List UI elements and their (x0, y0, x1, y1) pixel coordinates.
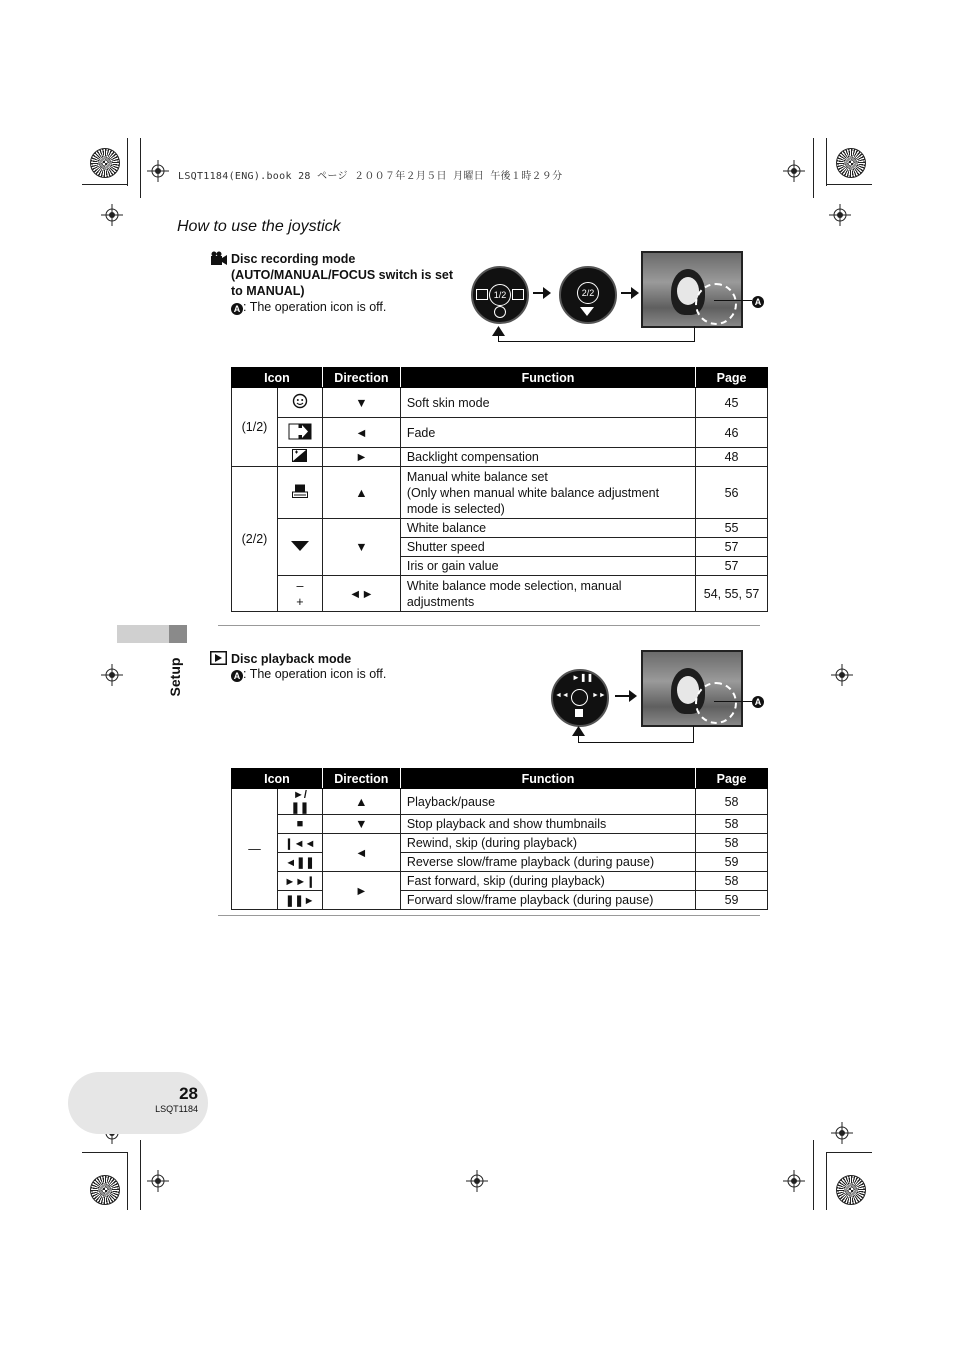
arrow-right-icon (615, 689, 637, 703)
rewind-icon: ◄◄ (555, 692, 569, 699)
page-cell: 59 (696, 891, 768, 910)
group-label: — (232, 789, 278, 910)
soft-skin-icon (277, 388, 322, 418)
group-label: (1/2) (232, 388, 278, 467)
skip-forward-icon: ►►❙ (277, 872, 322, 891)
recording-mode-heading: Disc recording mode (AUTO/MANUAL/FOCUS switch is set to MANUAL) (231, 252, 454, 298)
direction-cell: ▼ (322, 815, 400, 834)
page-cell: 55 (696, 519, 768, 538)
callout-marker: A (231, 670, 243, 682)
fade-icon (476, 289, 488, 300)
preview-photo (641, 650, 743, 727)
table-row (232, 388, 768, 418)
registration-mark-icon (101, 664, 123, 686)
table-row (232, 872, 768, 891)
direction-cell: ► (322, 448, 400, 467)
direction-cell: ► (322, 872, 400, 910)
function-cell: Fade (400, 418, 695, 448)
recording-table (231, 367, 768, 612)
direction-cell: ▼ (322, 388, 400, 418)
table-row (232, 467, 768, 519)
recording-note: A : The operation icon is off. (231, 299, 386, 315)
registration-mark-icon (101, 204, 123, 226)
document-code: LSQT1184 (155, 1104, 198, 1114)
registration-mark-icon (147, 1170, 169, 1192)
function-cell: Stop playback and show thumbnails (400, 815, 695, 834)
camera-mode-icon (210, 251, 228, 272)
divider (218, 915, 760, 916)
backlight-icon (277, 448, 322, 467)
direction-cell: ◄► (322, 576, 400, 612)
registration-mark-icon (466, 1170, 488, 1192)
function-cell: Backlight compensation (400, 448, 695, 467)
star-target-icon (90, 1175, 120, 1205)
col-direction: Direction (322, 368, 400, 388)
file-meta-line: LSQT1184(ENG).book 28 ページ ２００７年２月５日 月曜日 午後１時２９分 (178, 171, 563, 182)
page-cell: 58 (696, 789, 768, 815)
fast-forward-icon: ►► (592, 692, 606, 699)
function-cell: White balance mode selection, manual adjustments (400, 576, 695, 612)
arrow-up-icon (492, 326, 505, 336)
play-pause-icon: ►❚❚ (572, 673, 594, 682)
callout-marker: A (752, 696, 764, 708)
callout-marker: A (752, 296, 764, 308)
direction-cell: ▲ (322, 789, 400, 815)
table-row (232, 891, 768, 910)
registration-mark-icon (783, 160, 805, 182)
col-direction: Direction (322, 769, 400, 789)
page-cell: 57 (696, 557, 768, 576)
col-page: Page (696, 368, 768, 388)
function-cell: Iris or gain value (400, 557, 695, 576)
direction-cell: ▲ (322, 467, 400, 519)
registration-mark-icon (831, 1122, 853, 1144)
direction-cell: ◄ (322, 418, 400, 448)
registration-mark-icon (831, 664, 853, 686)
soft-skin-icon (494, 306, 506, 318)
divider (218, 625, 760, 626)
function-cell: Rewind, skip (during playback) (400, 834, 695, 853)
page-cell: 59 (696, 853, 768, 872)
backlight-icon (512, 289, 524, 300)
group-label: (2/2) (232, 467, 278, 612)
col-page: Page (696, 769, 768, 789)
direction-cell: ▼ (322, 519, 400, 576)
down-triangle-icon (277, 519, 322, 576)
arrow-right-icon (533, 286, 551, 300)
table-row (232, 519, 768, 538)
function-cell: Fast forward, skip (during playback) (400, 872, 695, 891)
play-pause-icon: ►/❚❚ (277, 789, 322, 815)
col-icon: Icon (232, 368, 323, 388)
arrow-up-icon (572, 726, 585, 736)
page-cell: 58 (696, 872, 768, 891)
playback-mode-heading: Disc playback mode (231, 652, 352, 666)
page-cell: 45 (696, 388, 768, 418)
fade-icon (277, 418, 322, 448)
col-function: Function (400, 769, 695, 789)
joystick-dial-page1: 1/2 (471, 266, 529, 324)
playback-mode-icon (210, 651, 227, 670)
skip-back-icon: ❙◄◄ (277, 834, 322, 853)
joystick-dial-page2: 2/2 (559, 266, 617, 324)
arrow-right-icon (621, 286, 639, 300)
function-cell: Playback/pause (400, 789, 695, 815)
table-row (232, 815, 768, 834)
registration-mark-icon (147, 160, 169, 182)
registration-mark-icon (829, 204, 851, 226)
sidebar-tab (117, 625, 187, 643)
manual-wb-set-icon (277, 467, 322, 519)
page-cell: 54, 55, 57 (696, 576, 768, 612)
stop-icon: ■ (277, 815, 322, 834)
function-cell: Forward slow/frame playback (during pause) (400, 891, 695, 910)
table-row (232, 576, 768, 612)
function-cell: Soft skin mode (400, 388, 695, 418)
function-cell: Shutter speed (400, 538, 695, 557)
star-target-icon (836, 1175, 866, 1205)
function-cell: Reverse slow/frame playback (during pause) (400, 853, 695, 872)
playback-note: A : The operation icon is off. (231, 666, 386, 682)
function-cell: Manual white balance set (Only when manual white balance adjustment mode is selected) (400, 467, 695, 519)
col-function: Function (400, 368, 695, 388)
stop-icon (575, 709, 583, 717)
joystick-dial-playback (551, 669, 609, 727)
page-cell: 58 (696, 815, 768, 834)
sidebar-label: Setup (167, 657, 183, 697)
page-cell: 57 (696, 538, 768, 557)
table-row (232, 834, 768, 853)
reverse-slow-icon: ◄❚❚ (277, 853, 322, 872)
star-target-icon (836, 148, 866, 178)
preview-photo (641, 251, 743, 328)
table-row (232, 789, 768, 815)
section-title: How to use the joystick (177, 218, 341, 235)
forward-slow-icon: ❚❚► (277, 891, 322, 910)
table-row (232, 418, 768, 448)
page-number: 28 (179, 1084, 198, 1103)
callout-marker: A (231, 303, 243, 315)
page-cell: 58 (696, 834, 768, 853)
function-cell: White balance (400, 519, 695, 538)
page-cell: 56 (696, 467, 768, 519)
minus-plus-icon: – + (277, 576, 322, 612)
table-row (232, 448, 768, 467)
down-triangle-icon (580, 307, 594, 316)
page-cell: 46 (696, 418, 768, 448)
playback-table (231, 768, 768, 910)
direction-cell: ◄ (322, 834, 400, 872)
col-icon: Icon (232, 769, 323, 789)
registration-mark-icon (783, 1170, 805, 1192)
star-target-icon (90, 148, 120, 178)
table-row (232, 853, 768, 872)
page-cell: 48 (696, 448, 768, 467)
